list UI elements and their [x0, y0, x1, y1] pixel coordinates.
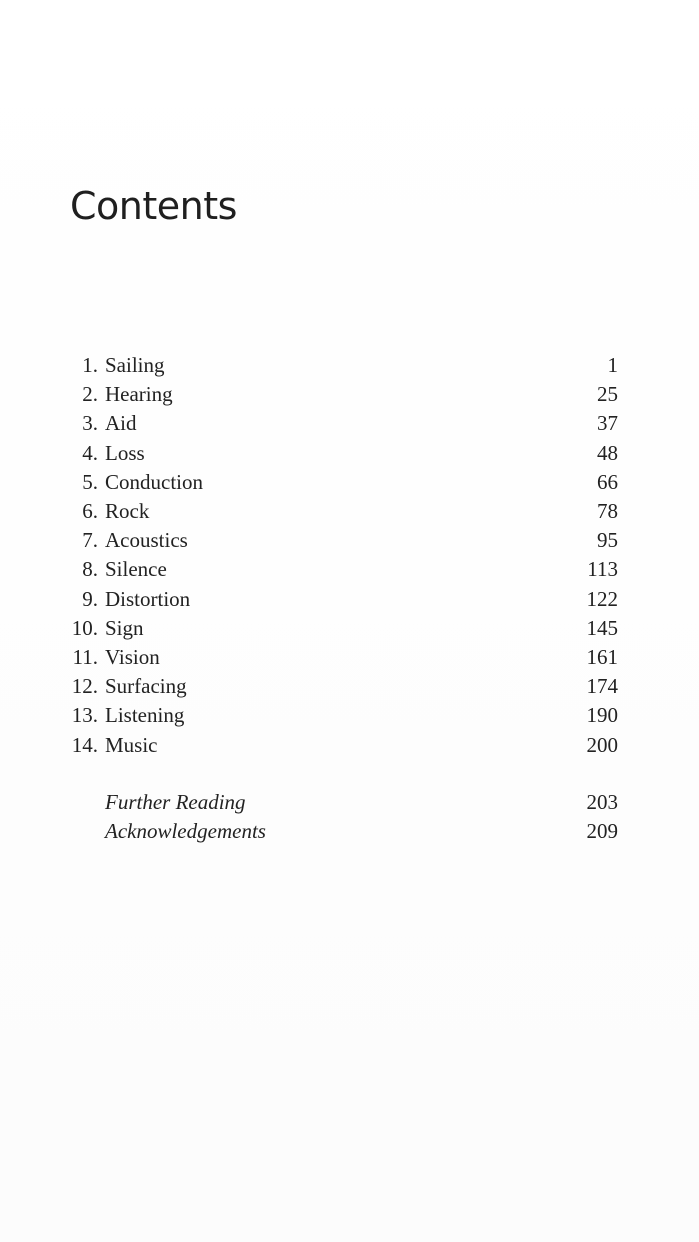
chapter-number: 10.	[71, 615, 98, 640]
toc-entry-13	[60, 701, 620, 730]
toc-entry-acknowledgements	[60, 817, 620, 846]
toc-entry-2	[60, 380, 620, 409]
chapter-title: Distortion	[105, 586, 191, 611]
chapter-number: 8.	[82, 557, 98, 582]
page-number: 161	[586, 644, 618, 669]
page-number: 37	[597, 411, 618, 436]
page-number: 95	[597, 528, 618, 553]
page-title: Contents	[70, 184, 237, 228]
chapter-title: Silence	[105, 557, 167, 582]
toc-entry-8	[60, 555, 620, 584]
chapter-number: 9.	[82, 586, 98, 611]
chapter-title: Sailing	[105, 353, 165, 378]
chapter-number: 1.	[82, 353, 98, 378]
chapter-title: Hearing	[105, 382, 173, 407]
chapter-title: Rock	[105, 499, 150, 524]
chapter-title: Music	[105, 732, 158, 757]
toc-entry-9	[60, 585, 620, 614]
page-number: 203	[586, 790, 618, 815]
back-matter-title: Acknowledgements	[105, 819, 266, 844]
chapter-number: 4.	[82, 440, 98, 465]
toc-entry-5	[60, 468, 620, 497]
toc-entry-11	[60, 643, 620, 672]
chapter-title: Aid	[105, 411, 137, 436]
toc-entry-further-reading	[60, 788, 620, 817]
page-number: 78	[597, 499, 618, 524]
back-matter-title: Further Reading	[105, 790, 246, 815]
page-number: 25	[597, 382, 618, 407]
chapter-number: 7.	[82, 528, 98, 553]
chapter-title: Sign	[105, 615, 144, 640]
page-number: 122	[586, 586, 618, 611]
page-number: 113	[587, 557, 618, 582]
chapter-number: 11.	[72, 644, 98, 669]
page-number: 145	[586, 615, 618, 640]
chapter-title: Conduction	[105, 469, 203, 494]
page-number: 200	[586, 732, 618, 757]
toc-entry-12	[60, 672, 620, 701]
toc-entry-1	[60, 351, 620, 380]
chapter-list	[60, 351, 620, 760]
page-number: 190	[586, 703, 618, 728]
page-number: 1	[607, 353, 618, 378]
chapter-title: Surfacing	[105, 674, 187, 699]
page-number: 174	[586, 674, 618, 699]
toc-entry-3	[60, 409, 620, 438]
page-number: 66	[597, 469, 618, 494]
toc-entry-7	[60, 526, 620, 555]
chapter-number: 6.	[82, 499, 98, 524]
toc-entry-6	[60, 497, 620, 526]
toc-entry-14	[60, 730, 620, 759]
chapter-number: 2.	[82, 382, 98, 407]
chapter-title: Listening	[105, 703, 185, 728]
chapter-number: 14.	[71, 732, 98, 757]
toc-entry-10	[60, 614, 620, 643]
chapter-number: 13.	[71, 703, 98, 728]
chapter-number: 5.	[82, 469, 98, 494]
page-number: 209	[586, 819, 618, 844]
chapter-number: 3.	[82, 411, 98, 436]
chapter-number: 12.	[71, 674, 98, 699]
chapter-title: Acoustics	[105, 528, 188, 553]
chapter-title: Vision	[105, 644, 160, 669]
chapter-title: Loss	[105, 440, 145, 465]
page-number: 48	[597, 440, 618, 465]
toc-entry-4	[60, 439, 620, 468]
back-matter-list	[60, 788, 620, 846]
